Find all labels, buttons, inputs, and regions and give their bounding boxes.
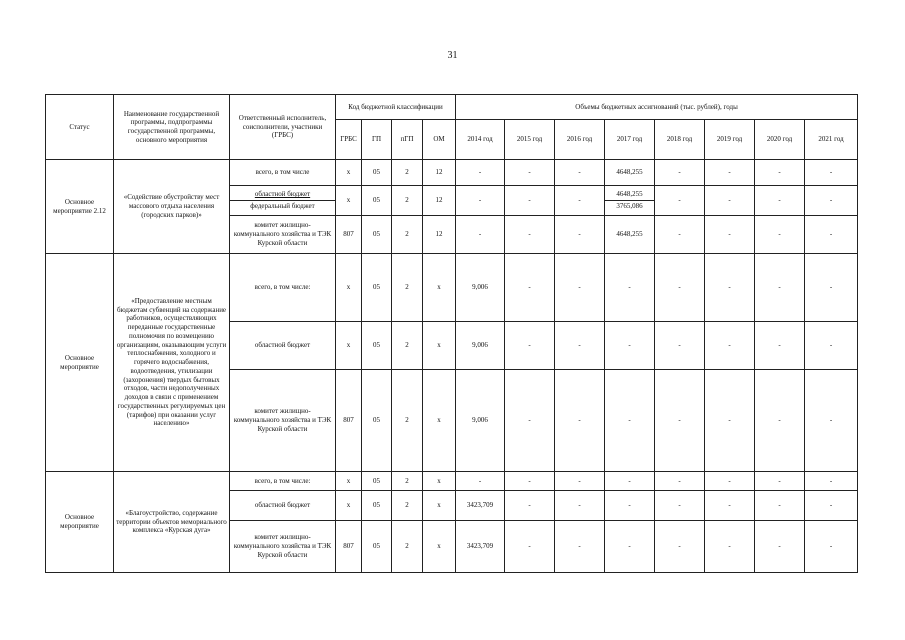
row-value: -	[805, 186, 858, 216]
row-value: -	[456, 472, 505, 491]
row-value: -	[755, 370, 805, 472]
header-code: ГП	[362, 120, 392, 160]
row-value: -	[705, 216, 755, 254]
row-value: -	[605, 254, 655, 322]
header-code: ОМ	[423, 120, 456, 160]
row-value: -	[655, 254, 705, 322]
row-code: х	[336, 160, 362, 186]
row-value: -	[456, 160, 505, 186]
row-value: -	[805, 216, 858, 254]
row-value: -	[505, 160, 555, 186]
row-code: х	[423, 521, 456, 573]
row-value: -	[805, 491, 858, 521]
header-year: 2015 год	[505, 120, 555, 160]
header-code: ГРБС	[336, 120, 362, 160]
row-executor: всего, в том числе	[230, 160, 336, 186]
row-value-secondary: 3765,086	[616, 202, 643, 210]
row-value: -	[505, 370, 555, 472]
row-value: -	[655, 472, 705, 491]
row-value: -	[605, 322, 655, 370]
row-value: -	[705, 186, 755, 216]
row-value: -	[555, 254, 605, 322]
row-value: -	[605, 472, 655, 491]
row-value: -	[805, 322, 858, 370]
row-value: -	[705, 370, 755, 472]
row-value-split	[605, 186, 655, 216]
header-year: 2017 год	[605, 120, 655, 160]
row-code: 2	[392, 370, 423, 472]
row-value: -	[655, 186, 705, 216]
row-code: 05	[362, 254, 392, 322]
row-code: 2	[392, 186, 423, 216]
row-code: х	[336, 472, 362, 491]
table-row	[46, 160, 858, 186]
row-value: -	[705, 322, 755, 370]
budget-table	[45, 94, 858, 573]
row-value: -	[705, 491, 755, 521]
row-value: -	[705, 521, 755, 573]
row-value: -	[555, 322, 605, 370]
row-value: -	[555, 216, 605, 254]
header-name: Наименование государственной программы, подпрограммы государственной программы, основного мероприятия	[114, 95, 230, 160]
row-code: 05	[362, 521, 392, 573]
row-executor-split	[230, 186, 336, 216]
row-executor: областной бюджет	[230, 491, 336, 521]
row-value: -	[705, 160, 755, 186]
row-value: -	[755, 521, 805, 573]
row-value: 4648,255	[605, 160, 655, 186]
header-year: 2021 год	[805, 120, 858, 160]
row-value: -	[555, 472, 605, 491]
row-status: Основное мероприятие	[46, 254, 114, 472]
row-value: -	[755, 322, 805, 370]
row-executor: комитет жилищно-коммунального хозяйства и ТЭК Курской области	[230, 521, 336, 573]
row-value: -	[655, 322, 705, 370]
row-code: 2	[392, 322, 423, 370]
row-code: х	[336, 186, 362, 216]
row-value: -	[555, 521, 605, 573]
row-code: 12	[423, 186, 456, 216]
header-year: 2020 год	[755, 120, 805, 160]
row-value: -	[555, 370, 605, 472]
row-value: -	[755, 160, 805, 186]
row-value: -	[505, 521, 555, 573]
row-code: 05	[362, 370, 392, 472]
row-executor: всего, в том числе:	[230, 254, 336, 322]
row-value: -	[505, 254, 555, 322]
row-code: 05	[362, 472, 392, 491]
row-value: -	[755, 254, 805, 322]
row-value: 9,006	[456, 254, 505, 322]
row-value: -	[505, 472, 555, 491]
row-executor: областной бюджет	[230, 322, 336, 370]
row-value: 9,006	[456, 322, 505, 370]
row-code: 05	[362, 186, 392, 216]
row-value: -	[805, 370, 858, 472]
row-code: х	[423, 322, 456, 370]
row-code: 12	[423, 160, 456, 186]
row-value: -	[456, 186, 505, 216]
row-name: «Благоустройство, содержание территории объектов мемориального комплекса «Курская дуга»	[114, 472, 230, 573]
row-code: х	[423, 254, 456, 322]
row-code: 12	[423, 216, 456, 254]
row-value: -	[655, 160, 705, 186]
row-status: Основное мероприятие 2.12	[46, 160, 114, 254]
row-value: -	[805, 160, 858, 186]
row-value: -	[755, 472, 805, 491]
header-year: 2014 год	[456, 120, 505, 160]
row-value: -	[805, 472, 858, 491]
row-code: х	[336, 254, 362, 322]
row-value: -	[555, 491, 605, 521]
row-name: «Предоставление местным бюджетам субвенций на содержание работников, осуществляющих переданные государственные полномочия по возмещению организациям, оказывающим услуги теплоснабжения, холодного и горячего водоснабжения, водоотведения, утилизации (захоронения) твердых бытовых отходов, части недополученных доходов в связи с применением государственных регулируемых цен (тарифов) при оказании услуг населению»	[114, 254, 230, 472]
row-executor: комитет жилищно-коммунального хозяйства и ТЭК Курской области	[230, 370, 336, 472]
row-value: 4648,255	[605, 189, 654, 201]
row-value: -	[655, 370, 705, 472]
header-volumes-group: Объемы бюджетных ассигнований (тыс. рублей), годы	[456, 95, 858, 120]
row-code: 807	[336, 370, 362, 472]
row-value: -	[605, 491, 655, 521]
row-value: -	[456, 216, 505, 254]
row-executor: всего, в том числе:	[230, 472, 336, 491]
row-code: 807	[336, 216, 362, 254]
row-value: -	[705, 472, 755, 491]
row-code: х	[423, 472, 456, 491]
row-status: Основное мероприятие	[46, 472, 114, 573]
row-value: -	[555, 160, 605, 186]
row-code: 2	[392, 491, 423, 521]
row-code: 2	[392, 216, 423, 254]
row-code: 05	[362, 322, 392, 370]
row-code: 2	[392, 160, 423, 186]
row-value: 3423,709	[456, 491, 505, 521]
header-row-1	[46, 95, 858, 120]
row-value: 9,006	[456, 370, 505, 472]
header-year: 2018 год	[655, 120, 705, 160]
row-value: -	[505, 322, 555, 370]
row-value: 3423,709	[456, 521, 505, 573]
row-code: х	[423, 491, 456, 521]
row-executor: областной бюджет	[230, 189, 335, 201]
row-value: -	[505, 491, 555, 521]
row-code: 05	[362, 216, 392, 254]
row-value: -	[755, 186, 805, 216]
row-value: -	[605, 370, 655, 472]
row-value: -	[755, 216, 805, 254]
row-executor-secondary: федеральный бюджет	[250, 202, 315, 210]
row-value: -	[505, 186, 555, 216]
row-executor: комитет жилищно-коммунального хозяйства и ТЭК Курской области	[230, 216, 336, 254]
row-value: -	[655, 491, 705, 521]
header-year: 2016 год	[555, 120, 605, 160]
row-code: 2	[392, 472, 423, 491]
row-value: -	[555, 186, 605, 216]
row-value: -	[605, 521, 655, 573]
header-status: Статус	[46, 95, 114, 160]
row-value: -	[655, 216, 705, 254]
row-value: -	[705, 254, 755, 322]
row-code: х	[423, 370, 456, 472]
row-code: 05	[362, 160, 392, 186]
header-year: 2019 год	[705, 120, 755, 160]
row-value: -	[805, 521, 858, 573]
table-row	[46, 254, 858, 322]
row-value: -	[755, 491, 805, 521]
row-code: 05	[362, 491, 392, 521]
row-code: х	[336, 322, 362, 370]
row-value: -	[805, 254, 858, 322]
header-code-group: Код бюджетной классификации	[336, 95, 456, 120]
row-value: -	[655, 521, 705, 573]
row-code: 2	[392, 254, 423, 322]
header-executor: Ответственный исполнитель, соисполнители, участники (ГРБС)	[230, 95, 336, 160]
row-code: 2	[392, 521, 423, 573]
table-row	[46, 472, 858, 491]
header-code: пГП	[392, 120, 423, 160]
row-code: 807	[336, 521, 362, 573]
page-number: 31	[447, 50, 458, 61]
row-value: 4648,255	[605, 216, 655, 254]
row-name: «Содействие обустройству мест массового отдыха населения (городских парков)»	[114, 160, 230, 254]
row-value: -	[505, 216, 555, 254]
row-code: х	[336, 491, 362, 521]
